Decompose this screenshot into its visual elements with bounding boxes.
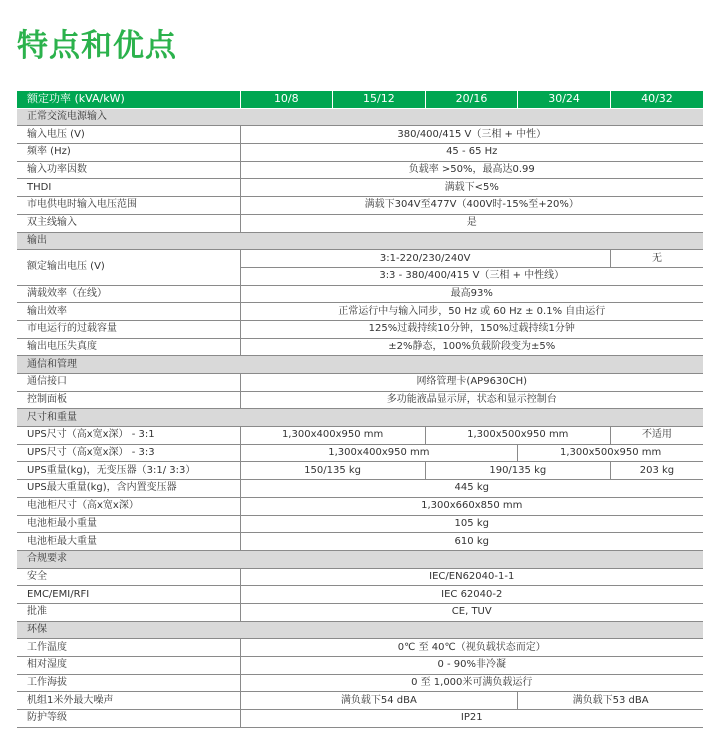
row-value: 是 xyxy=(240,214,703,232)
row-value: 满负载下54 dBA xyxy=(240,692,518,710)
table-header-row xyxy=(17,91,703,108)
section-title: 合规要求 xyxy=(17,550,703,568)
row-label: 输入功率因数 xyxy=(17,161,240,179)
row-value: 380/400/415 V（三相 + 中性） xyxy=(240,126,703,144)
table-row xyxy=(17,374,703,392)
row-value: CE, TUV xyxy=(240,603,703,621)
row-label: 安全 xyxy=(17,568,240,586)
row-label: 工作温度 xyxy=(17,639,240,657)
table-row xyxy=(17,338,703,356)
table-row xyxy=(17,197,703,215)
row-value: 1,300x400x950 mm xyxy=(240,444,518,462)
row-value: 0 至 1,000米可满负载运行 xyxy=(240,674,703,692)
table-row xyxy=(17,444,703,462)
row-value: 0 - 90%非冷凝 xyxy=(240,657,703,675)
row-value: 45 - 65 Hz xyxy=(240,144,703,162)
row-value: 满载下304V至477V（400V时-15%至+20%） xyxy=(240,197,703,215)
page-title: 特点和优点 xyxy=(17,28,177,64)
row-value: 正常运行中与输入同步，50 Hz 或 60 Hz ± 0.1% 自由运行 xyxy=(240,303,703,321)
row-value: 3:1-220/230/240V xyxy=(240,250,610,268)
row-value: 负载率 >50%，最高达0.99 xyxy=(240,161,703,179)
row-value: ±2%静态，100%负载阶段变为±5% xyxy=(240,338,703,356)
row-label: 额定输出电压 (V) xyxy=(17,250,240,285)
row-label: 电池柜最小重量 xyxy=(17,515,240,533)
table-row xyxy=(17,480,703,498)
table-row xyxy=(17,391,703,409)
table-row xyxy=(17,427,703,445)
table-row xyxy=(17,533,703,551)
row-value: 多功能液晶显示屏，状态和显示控制台 xyxy=(240,391,703,409)
section-title: 环保 xyxy=(17,621,703,639)
row-label: 输出效率 xyxy=(17,303,240,321)
row-value: 190/135 kg xyxy=(425,462,610,480)
table-row xyxy=(17,515,703,533)
row-label: 双主线输入 xyxy=(17,214,240,232)
row-value: 满负载下53 dBA xyxy=(518,692,703,710)
table-row xyxy=(17,250,703,268)
section-row xyxy=(17,550,703,568)
row-label: 频率 (Hz) xyxy=(17,144,240,162)
row-value: 1,300x660x850 mm xyxy=(240,497,703,515)
row-label: UPS尺寸（高x宽x深） - 3:1 xyxy=(17,427,240,445)
row-value: IEC/EN62040-1-1 xyxy=(240,568,703,586)
row-label: UPS重量(kg)，无变压器（3:1/ 3:3） xyxy=(17,462,240,480)
table-row xyxy=(17,639,703,657)
section-title: 通信和管理 xyxy=(17,356,703,374)
table-row xyxy=(17,144,703,162)
table-row xyxy=(17,303,703,321)
table-row xyxy=(17,462,703,480)
row-label: 工作海拔 xyxy=(17,674,240,692)
row-label: 输入电压 (V) xyxy=(17,126,240,144)
section-title: 输出 xyxy=(17,232,703,250)
row-value: 最高93% xyxy=(240,285,703,303)
row-label: 满载效率（在线） xyxy=(17,285,240,303)
row-label: 市电供电时输入电压范围 xyxy=(17,197,240,215)
table-row xyxy=(17,161,703,179)
table-row xyxy=(17,179,703,197)
table-row xyxy=(17,126,703,144)
section-title: 正常交流电源输入 xyxy=(17,108,703,126)
row-value: 网络管理卡(AP9630CH) xyxy=(240,374,703,392)
row-label: EMC/EMI/RFI xyxy=(17,586,240,604)
row-value: 不适用 xyxy=(610,427,703,445)
row-label: UPS尺寸（高x宽x深） - 3:3 xyxy=(17,444,240,462)
table-row xyxy=(17,497,703,515)
row-value: 1,300x500x950 mm xyxy=(425,427,610,445)
row-value: 610 kg xyxy=(240,533,703,551)
row-label: 机组1米外最大噪声 xyxy=(17,692,240,710)
row-label: UPS最大重量(kg)，含内置变压器 xyxy=(17,480,240,498)
row-value: 1,300x400x950 mm xyxy=(240,427,425,445)
row-label: 市电运行的过载容量 xyxy=(17,320,240,338)
row-label: 批准 xyxy=(17,603,240,621)
table-row xyxy=(17,568,703,586)
table-row xyxy=(17,586,703,604)
section-title: 尺寸和重量 xyxy=(17,409,703,427)
spec-table xyxy=(17,91,703,728)
header-column: 30/24 xyxy=(518,91,611,108)
header-column: 20/16 xyxy=(425,91,518,108)
row-label: THDI xyxy=(17,179,240,197)
row-label: 相对湿度 xyxy=(17,657,240,675)
row-value: 150/135 kg xyxy=(240,462,425,480)
table-row xyxy=(17,603,703,621)
section-row xyxy=(17,232,703,250)
row-value: IP21 xyxy=(240,710,703,728)
row-value: 0℃ 至 40℃（视负载状态而定） xyxy=(240,639,703,657)
row-label: 通信接口 xyxy=(17,374,240,392)
row-label: 电池柜尺寸（高x宽x深） xyxy=(17,497,240,515)
row-value: 125%过载持续10分钟，150%过载持续1分钟 xyxy=(240,320,703,338)
table-row xyxy=(17,674,703,692)
row-value: 445 kg xyxy=(240,480,703,498)
row-value: 203 kg xyxy=(610,462,703,480)
section-row xyxy=(17,356,703,374)
row-label: 输出电压失真度 xyxy=(17,338,240,356)
table-row xyxy=(17,320,703,338)
section-row xyxy=(17,409,703,427)
header-column: 10/8 xyxy=(240,91,333,108)
table-row xyxy=(17,214,703,232)
section-row xyxy=(17,108,703,126)
row-value: 105 kg xyxy=(240,515,703,533)
row-value: 1,300x500x950 mm xyxy=(518,444,703,462)
row-value: 满载下<5% xyxy=(240,179,703,197)
row-value: 3:3 - 380/400/415 V（三相 + 中性线） xyxy=(240,267,703,285)
header-label: 额定功率 (kVA/kW) xyxy=(17,91,240,108)
row-value: IEC 62040-2 xyxy=(240,586,703,604)
header-column: 40/32 xyxy=(610,91,703,108)
table-row xyxy=(17,285,703,303)
table-row xyxy=(17,657,703,675)
section-row xyxy=(17,621,703,639)
row-label: 控制面板 xyxy=(17,391,240,409)
row-value: 无 xyxy=(610,250,703,268)
header-column: 15/12 xyxy=(333,91,426,108)
row-label: 电池柜最大重量 xyxy=(17,533,240,551)
table-row xyxy=(17,692,703,710)
row-label: 防护等级 xyxy=(17,710,240,728)
table-row xyxy=(17,710,703,728)
